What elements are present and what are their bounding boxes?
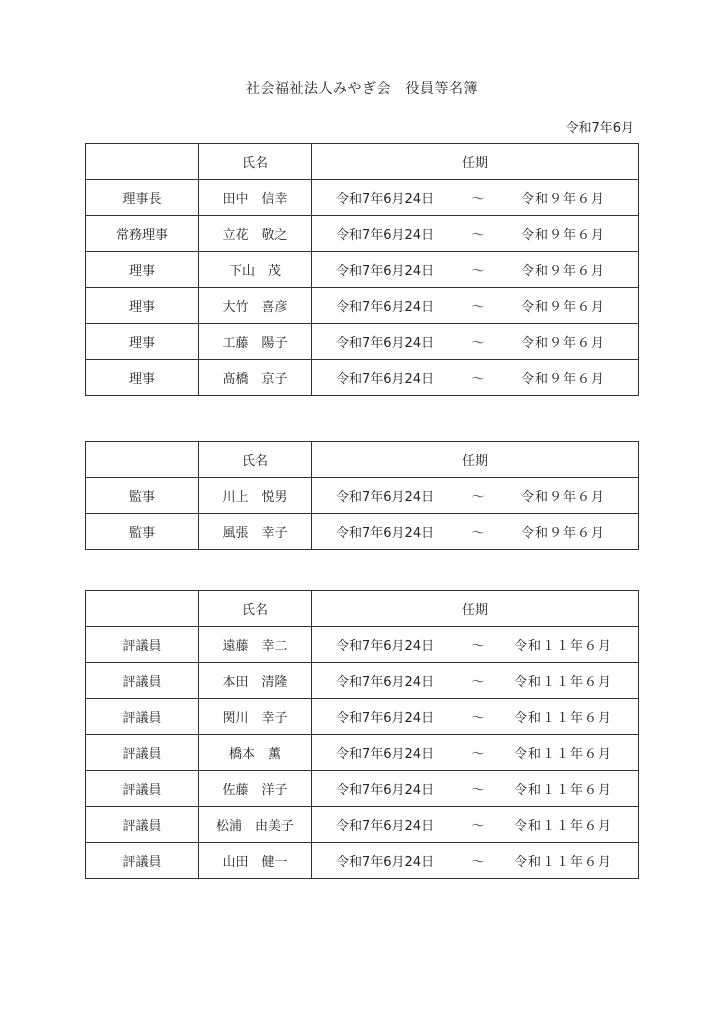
term-range [312, 260, 638, 279]
role-cell: 理事 [86, 360, 199, 396]
term-end: 令和９年６月 [520, 526, 605, 541]
term-range [312, 332, 638, 351]
header-role-cell [86, 144, 199, 180]
term-cell [312, 514, 639, 550]
term-cell [312, 180, 639, 216]
header-name-cell: 氏名 [199, 591, 312, 627]
role-cell: 評議員 [86, 627, 199, 663]
term-range [312, 522, 638, 541]
term-end: 令和１１年６月 [513, 783, 612, 798]
term-separator: ～ [471, 336, 485, 351]
term-end: 令和９年６月 [520, 192, 605, 207]
name-cell: 工藤 陽子 [199, 324, 312, 360]
term-range [312, 368, 638, 387]
term-end: 令和１１年６月 [513, 819, 612, 834]
document-title: 社会福祉法人みやぎ会 役員等名簿 [246, 81, 478, 97]
name-cell: 川上 悦男 [199, 478, 312, 514]
role-cell: 理事長 [86, 180, 199, 216]
term-end: 令和９年６月 [520, 228, 605, 243]
term-end: 令和１１年６月 [513, 639, 612, 654]
term-separator: ～ [471, 300, 485, 315]
term-cell [312, 735, 639, 771]
name-cell: 髙橋 京子 [199, 360, 312, 396]
header-term-cell: 任期 [312, 442, 639, 478]
term-end: 令和１１年６月 [513, 711, 612, 726]
table-row [86, 735, 639, 771]
table-row [86, 216, 639, 252]
role-cell: 理事 [86, 288, 199, 324]
term-separator: ～ [471, 639, 485, 654]
term-range [312, 815, 638, 834]
term-separator: ～ [471, 192, 485, 207]
term-end: 令和９年６月 [520, 264, 605, 279]
term-end: 令和１１年６月 [513, 855, 612, 870]
document-date: 令和7年6月 [565, 121, 634, 136]
term-start: 令和7年6月24日 [336, 747, 435, 762]
table-row [86, 699, 639, 735]
term-cell [312, 478, 639, 514]
role-cell: 理事 [86, 324, 199, 360]
term-start: 令和7年6月24日 [336, 711, 435, 726]
term-range [312, 707, 638, 726]
name-cell: 橋本 薫 [199, 735, 312, 771]
table-row [86, 663, 639, 699]
table-row [86, 288, 639, 324]
role-cell: 評議員 [86, 699, 199, 735]
term-range [312, 635, 638, 654]
name-cell: 田中 信幸 [199, 180, 312, 216]
term-end: 令和１１年６月 [513, 747, 612, 762]
name-cell: 佐藤 洋子 [199, 771, 312, 807]
name-cell: 遠藤 幸二 [199, 627, 312, 663]
term-cell [312, 663, 639, 699]
term-end: 令和９年６月 [520, 300, 605, 315]
term-range [312, 486, 638, 505]
name-cell: 大竹 喜彦 [199, 288, 312, 324]
term-cell [312, 699, 639, 735]
term-cell [312, 843, 639, 879]
term-cell [312, 252, 639, 288]
term-start: 令和7年6月24日 [336, 855, 435, 870]
term-start: 令和7年6月24日 [336, 819, 435, 834]
name-cell: 山田 健一 [199, 843, 312, 879]
table-row [86, 771, 639, 807]
term-end: 令和９年６月 [520, 372, 605, 387]
term-start: 令和7年6月24日 [336, 336, 435, 351]
term-cell [312, 360, 639, 396]
term-range [312, 188, 638, 207]
term-cell [312, 627, 639, 663]
term-start: 令和7年6月24日 [336, 490, 435, 505]
term-end: 令和１１年６月 [513, 675, 612, 690]
term-start: 令和7年6月24日 [336, 639, 435, 654]
table-row [86, 514, 639, 550]
table-row [86, 324, 639, 360]
term-cell [312, 771, 639, 807]
role-cell: 常務理事 [86, 216, 199, 252]
header-role-cell [86, 442, 199, 478]
table-row [86, 627, 639, 663]
table-row [86, 843, 639, 879]
term-range [312, 779, 638, 798]
header-row [86, 591, 639, 627]
term-separator: ～ [471, 372, 485, 387]
name-cell: 風張 幸子 [199, 514, 312, 550]
header-name-cell: 氏名 [199, 144, 312, 180]
term-separator: ～ [471, 855, 485, 870]
role-cell: 理事 [86, 252, 199, 288]
term-start: 令和7年6月24日 [336, 300, 435, 315]
table-row [86, 360, 639, 396]
term-end: 令和９年６月 [520, 490, 605, 505]
term-start: 令和7年6月24日 [336, 192, 435, 207]
table-row [86, 478, 639, 514]
term-cell [312, 324, 639, 360]
name-cell: 立花 敬之 [199, 216, 312, 252]
name-cell: 関川 幸子 [199, 699, 312, 735]
term-range [312, 224, 638, 243]
name-cell: 松浦 由美子 [199, 807, 312, 843]
term-separator: ～ [471, 526, 485, 541]
term-separator: ～ [471, 264, 485, 279]
role-cell: 評議員 [86, 735, 199, 771]
header-role-cell [86, 591, 199, 627]
term-start: 令和7年6月24日 [336, 783, 435, 798]
councilors-table [85, 590, 639, 879]
name-cell: 下山 茂 [199, 252, 312, 288]
header-row [86, 144, 639, 180]
term-range [312, 743, 638, 762]
header-name-cell: 氏名 [199, 442, 312, 478]
role-cell: 評議員 [86, 807, 199, 843]
table-row [86, 252, 639, 288]
term-cell [312, 288, 639, 324]
header-row [86, 442, 639, 478]
role-cell: 評議員 [86, 663, 199, 699]
role-cell: 監事 [86, 514, 199, 550]
header-term-cell: 任期 [312, 144, 639, 180]
name-cell: 本田 清隆 [199, 663, 312, 699]
term-start: 令和7年6月24日 [336, 228, 435, 243]
role-cell: 監事 [86, 478, 199, 514]
term-cell [312, 216, 639, 252]
table-row [86, 180, 639, 216]
header-term-cell: 任期 [312, 591, 639, 627]
term-separator: ～ [471, 228, 485, 243]
term-separator: ～ [471, 747, 485, 762]
term-start: 令和7年6月24日 [336, 264, 435, 279]
table-row [86, 807, 639, 843]
term-separator: ～ [471, 783, 485, 798]
role-cell: 評議員 [86, 843, 199, 879]
term-start: 令和7年6月24日 [336, 372, 435, 387]
term-range [312, 671, 638, 690]
term-cell [312, 807, 639, 843]
role-cell: 評議員 [86, 771, 199, 807]
term-separator: ～ [471, 675, 485, 690]
term-separator: ～ [471, 711, 485, 726]
term-end: 令和９年６月 [520, 336, 605, 351]
term-range [312, 296, 638, 315]
term-separator: ～ [471, 490, 485, 505]
term-start: 令和7年6月24日 [336, 526, 435, 541]
term-start: 令和7年6月24日 [336, 675, 435, 690]
term-range [312, 851, 638, 870]
directors-table [85, 143, 639, 396]
auditors-table [85, 441, 639, 550]
term-separator: ～ [471, 819, 485, 834]
